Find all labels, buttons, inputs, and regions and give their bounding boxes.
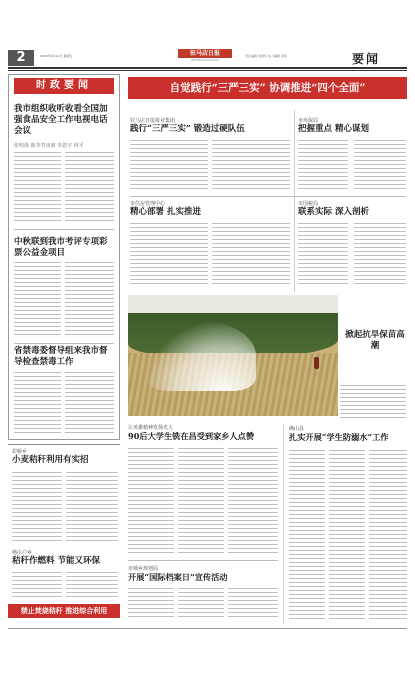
story-1-body-col2 bbox=[212, 140, 290, 190]
mid-left-1-headline[interactable]: 小麦秸秆利用有实招 bbox=[12, 455, 89, 465]
lower-center-2-body-col1 bbox=[128, 588, 174, 620]
photo-title: 掀起抗旱保苗高潮 bbox=[345, 330, 405, 352]
mid-left-2-body-col1 bbox=[12, 572, 62, 600]
left-article-2-headline[interactable]: 中秋联到我市考评专项彩票公益金项目 bbox=[14, 237, 108, 259]
lower-center-1-headline[interactable]: 90后大学生铣在昌受到家乡人点赞 bbox=[128, 431, 255, 441]
mid-left-rule bbox=[8, 444, 120, 445]
top-grid-horizontal-divider bbox=[130, 196, 406, 197]
lower-center-2-kicker: 市城乡规划局 bbox=[128, 566, 159, 572]
story-1-headline[interactable]: 践行“三严三实” 锻造过硬队伍 bbox=[130, 124, 245, 134]
masthead-rule bbox=[8, 67, 407, 69]
issue-date: 2015年6月12日 星期五 bbox=[40, 54, 73, 58]
story-2-kicker: 市环保局 bbox=[298, 118, 319, 124]
story-3-body-col2 bbox=[212, 223, 290, 287]
story-3-kicker: 市住房管理中心 bbox=[130, 201, 166, 207]
lower-center-2-headline[interactable]: 开展“国际档案日”宣传活动 bbox=[128, 572, 228, 582]
story-2-headline[interactable]: 把握重点 精心谋划 bbox=[298, 124, 369, 134]
lower-center-1-body-col3 bbox=[228, 448, 278, 554]
newspaper-logo: 驻马店日报 bbox=[178, 49, 232, 58]
lower-center-1-body-col1 bbox=[128, 448, 174, 554]
story-4-body-col1 bbox=[298, 223, 348, 287]
masthead-rule-thin bbox=[8, 70, 407, 71]
left-article-1-headline[interactable]: 我市组织收听收看全国加强食品安全工作电视电话会议 bbox=[14, 104, 108, 137]
story-4-kicker: 市国税局 bbox=[298, 201, 319, 207]
mid-left-2-body-col2 bbox=[66, 572, 118, 600]
left-divider-1 bbox=[14, 229, 114, 230]
lower-center-2-body-col2 bbox=[178, 588, 224, 620]
left-article-3-headline[interactable]: 省禁毒委督导组来我市督导检查禁毒工作 bbox=[14, 346, 108, 368]
story-1-body-col1 bbox=[130, 140, 208, 190]
story-4-headline[interactable]: 联系实际 深入剖析 bbox=[298, 207, 369, 217]
lower-center-1-body-col2 bbox=[178, 448, 224, 554]
story-1-kicker: 驻马店日报报业集团 bbox=[130, 118, 176, 124]
newspaper-logo-sub: ZHUMADIAN DAILY bbox=[191, 58, 219, 62]
left-divider-2 bbox=[14, 343, 114, 344]
left-article-1-body-col2 bbox=[65, 152, 114, 222]
story-2-body-col2 bbox=[354, 140, 406, 190]
story-3-body-col1 bbox=[130, 223, 208, 287]
bottom-slogan-bar: 禁止焚烧秸秆 推进综合利用 bbox=[8, 604, 120, 618]
story-4-body-col2 bbox=[354, 223, 406, 287]
left-article-2-body-col2 bbox=[65, 262, 114, 338]
photo-caption bbox=[340, 385, 406, 419]
lower-vertical-divider bbox=[283, 424, 284, 624]
lower-right-body-col2 bbox=[329, 450, 365, 620]
theme-banner: 自觉践行“三严三实” 协调推进“四个全面” bbox=[128, 77, 407, 99]
lower-right-kicker: 确山县 bbox=[289, 426, 305, 432]
left-article-3-body-col1 bbox=[14, 372, 61, 434]
section-title: 要闻 bbox=[352, 52, 381, 66]
mid-left-1-kicker: 彩桥乡 bbox=[12, 449, 28, 455]
lower-right-body-col1 bbox=[289, 450, 325, 620]
story-2-body-col1 bbox=[298, 140, 348, 190]
lower-right-body-col3 bbox=[369, 450, 407, 620]
lower-center-2-body-col3 bbox=[228, 588, 278, 620]
page-number: 2 bbox=[8, 50, 34, 66]
lower-center-1-kicker: 让英雄精神发扬光大 bbox=[128, 425, 174, 431]
mid-left-2-kicker: 杨庄户乡 bbox=[12, 550, 33, 556]
left-article-2-body-col1 bbox=[14, 262, 61, 338]
mid-left-2-headline[interactable]: 秸秆作燃料 节能又环保 bbox=[12, 556, 100, 566]
left-article-1-body-col1 bbox=[14, 152, 61, 222]
left-column-header: 时政要闻 bbox=[14, 78, 114, 94]
lower-center-divider bbox=[128, 560, 278, 561]
editor-credits: 责任编辑 刘建华 实习编辑 李毅 bbox=[245, 54, 287, 58]
footer-rule bbox=[8, 628, 407, 629]
photo-irrigation bbox=[128, 295, 338, 416]
story-3-headline[interactable]: 精心部署 扎实推进 bbox=[130, 207, 201, 217]
left-article-1-subhead: 张明体 陈李寿出席 李恩宇 林平 bbox=[14, 143, 84, 149]
left-article-3-body-col2 bbox=[65, 372, 114, 434]
top-grid-vertical-divider bbox=[294, 110, 295, 292]
mid-left-1-body-col2 bbox=[66, 472, 118, 542]
lower-right-headline[interactable]: 扎实开展“学生防溺水”工作 bbox=[289, 432, 389, 442]
mid-left-1-body-col1 bbox=[12, 472, 62, 542]
